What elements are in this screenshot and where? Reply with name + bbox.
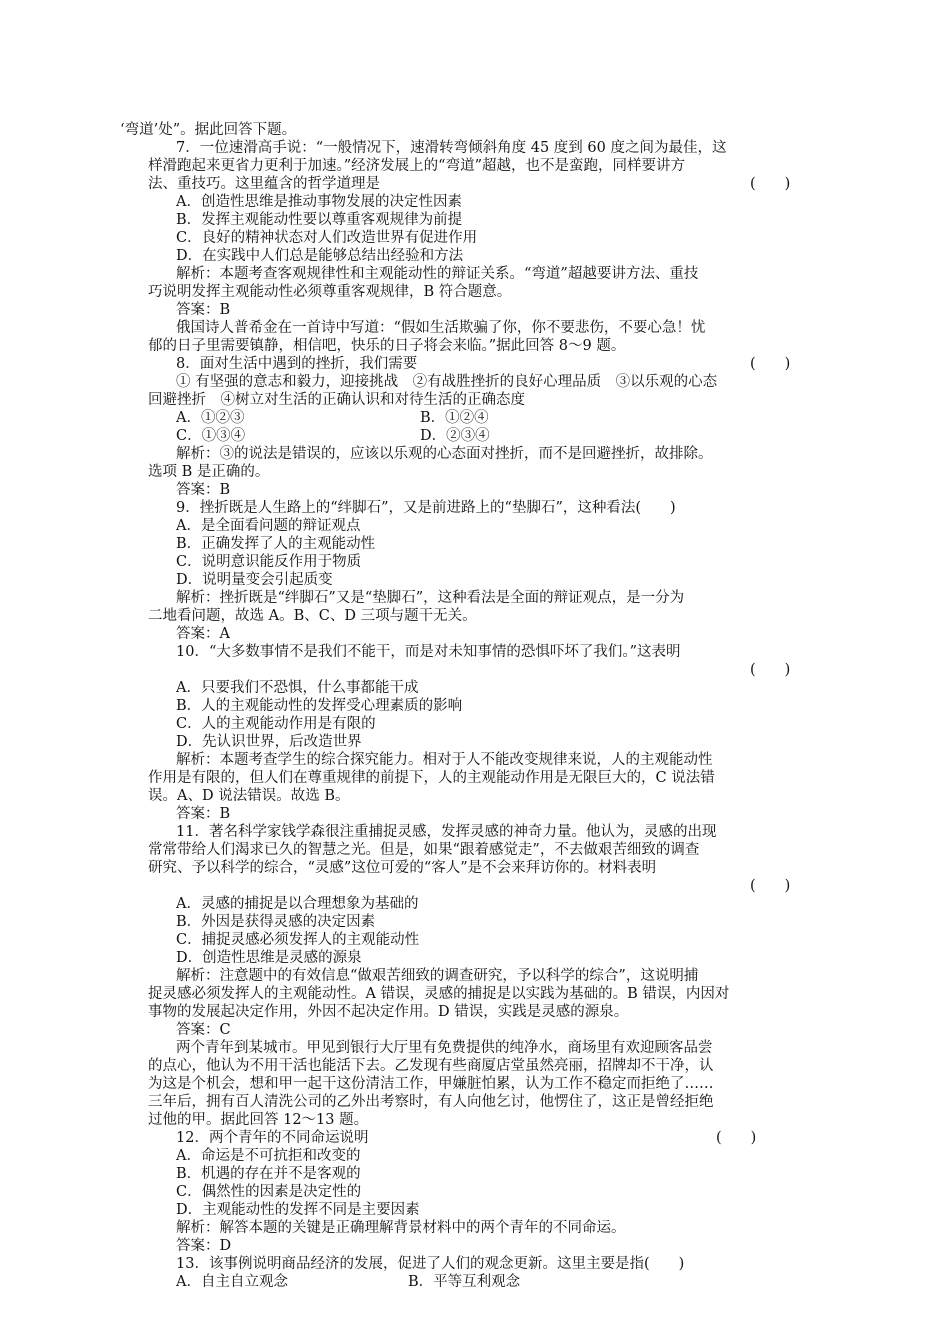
option-d: D．先认识世界，后改造世界: [176, 734, 362, 750]
text-line: 捉灵感必须发挥人的主观能动性。A 错误，灵感的捕捉是以实践为基础的。B 错误，内因对: [148, 986, 730, 1002]
option-d: D．说明量变会引起质变: [176, 572, 333, 588]
analysis: 解析：本题考查学生的综合探究能力。相对于人不能改变规律来说，人的主观能动性: [176, 752, 713, 768]
option-d: D．主观能动性的发挥不同是主要因素: [176, 1202, 420, 1218]
question-12-stem: 12．两个青年的不同命运说明: [176, 1130, 369, 1146]
option-a: A．灵感的捕捉是以合理想象为基础的: [176, 896, 419, 912]
question-8-stem: 8．面对生活中遇到的挫折，我们需要: [176, 356, 418, 372]
option-c: C．①③④: [176, 428, 246, 444]
question-13-stem: 13．该事例说明商品经济的发展，促进了人们的观念更新。这里主要是指( ): [176, 1256, 685, 1272]
analysis: 解析：本题考查客观规律性和主观能动性的辩证关系。“弯道”超越要讲方法、重技: [176, 266, 699, 282]
option-b: B．发挥主观能动性要以尊重客观规律为前提: [176, 212, 463, 228]
answer: 答案：B: [176, 482, 231, 498]
passage: 两个青年到某城市。甲见到银行大厅里有免费提供的纯净水，商场里有欢迎顾客品尝: [176, 1040, 713, 1056]
text-line: 回避挫折 ④树立对生活的正确认识和对待生活的正确态度: [148, 392, 525, 408]
answer: 答案：B: [176, 806, 231, 822]
option-d: D．②③④: [420, 428, 490, 444]
passage: 俄国诗人普希金在一首诗中写道：“假如生活欺骗了你，你不要悲伤，不要心急！忧: [176, 320, 706, 336]
text-line: 巧说明发挥主观能动性必须尊重客观规律，B 符合题意。: [148, 284, 512, 300]
text-line: 的点心，他认为不用干活也能活下去。乙发现有些商厦店堂虽然亮丽，招牌却不干净，认: [148, 1058, 714, 1074]
analysis: 解析：③的说法是错误的，应该以乐观的心态面对挫折，而不是回避挫折，故排除。: [176, 446, 713, 462]
analysis: 解析：解答本题的关键是正确理解背景材料中的两个青年的不同命运。: [176, 1220, 626, 1236]
text-line: 二地看问题，故选 A。B、C、D 三项与题干无关。: [148, 608, 477, 624]
option-d: D．在实践中人们总是能够总结出经验和方法: [176, 248, 464, 264]
option-a: A．只要我们不恐惧，什么事都能干成: [176, 680, 419, 696]
text-line: 事物的发展起决定作用，外因不起决定作用。D 错误，实践是灵感的源泉。: [148, 1004, 629, 1020]
text-line: 常常带给人们渴求已久的智慧之光。但是，如果“跟着感觉走”，不去做艰苦细致的调查: [148, 842, 700, 858]
text-line: 郁的日子里需要镇静，相信吧，快乐的日子将会来临。”据此回答 8～9 题。: [148, 338, 626, 354]
option-c: C．捕捉灵感必须发挥人的主观能动性: [176, 932, 420, 948]
option-a: A．创造性思维是推动事物发展的决定性因素: [176, 194, 462, 210]
text-line: 误。A、D 说法错误。故选 B。: [148, 788, 350, 804]
option-b: B．外因是获得灵感的决定因素: [176, 914, 376, 930]
option-c: C．偶然性的因素是决定性的: [176, 1184, 362, 1200]
option-b: B．正确发挥了人的主观能动性: [176, 536, 376, 552]
option-b: B．①②④: [420, 410, 489, 426]
option-b: B．平等互利观念: [408, 1274, 521, 1290]
question-9-stem: 9．挫折既是人生路上的“绊脚石”，又是前进路上的“垫脚石”，这种看法( ): [176, 500, 676, 516]
option-a: A．是全面看问题的辩证观点: [176, 518, 361, 534]
text-line: 三年后，拥有百人清洗公司的乙外出考察时，有人向他乞讨，他愣住了，这正是曾经拒绝: [148, 1094, 714, 1110]
text-line: 为这是个机会，想和甲一起干这份清洁工作，甲嫌脏怕累，认为工作不稳定而拒绝了……: [148, 1076, 714, 1092]
answer-blank: ( ): [750, 878, 791, 894]
question-7-stem: 7．一位速滑高手说：“一般情况下，速滑转弯倾斜角度 45 度到 60 度之间为最佳，这: [176, 140, 727, 156]
option-a: A．①②③: [176, 410, 245, 426]
answer-blank: ( ): [750, 662, 791, 678]
option-c: C．良好的精神状态对人们改造世界有促进作用: [176, 230, 478, 246]
question-10-stem: 10．“大多数事情不是我们不能干，而是对未知事情的恐惧吓坏了我们。”这表明: [176, 644, 681, 660]
answer-blank: ( ): [750, 356, 791, 372]
text-line: ‘弯道’处”。据此回答下题。: [120, 122, 297, 138]
answer-blank: ( ): [716, 1130, 757, 1146]
answer: 答案：A: [176, 626, 230, 642]
analysis: 解析：注意题中的有效信息“做艰苦细致的调查研究，予以科学的综合”，这说明捕: [176, 968, 699, 984]
analysis: 解析：挫折既是“绊脚石”又是“垫脚石”，这种看法是全面的辩证观点，是一分为: [176, 590, 685, 606]
option-c: C．说明意识能反作用于物质: [176, 554, 362, 570]
option-d: D．创造性思维是灵感的源泉: [176, 950, 362, 966]
statement-list: ① 有坚强的意志和毅力，迎接挑战 ②有战胜挫折的良好心理品质 ③以乐观的心态: [176, 374, 718, 390]
option-b: B．机遇的存在并不是客观的: [176, 1166, 361, 1182]
question-11-stem: 11．著名科学家钱学森很注重捕捉灵感，发挥灵感的神奇力量。他认为，灵感的出现: [176, 824, 717, 840]
text-line: 样滑跑起来更省力更利于加速。”经济发展上的“弯道”超越，也不是蛮跑，同样要讲方: [148, 158, 685, 174]
answer: 答案：D: [176, 1238, 232, 1254]
answer-blank: ( ): [750, 176, 791, 192]
text-line: 过他的甲。据此回答 12～13 题。: [148, 1112, 369, 1128]
option-a: A．命运是不可抗拒和改变的: [176, 1148, 361, 1164]
answer: 答案：B: [176, 302, 231, 318]
text-line: 研究、予以科学的综合，“灵感”这位可爱的“客人”是不会来拜访你的。材料表明: [148, 860, 657, 876]
text-line: 作用是有限的，但人们在尊重规律的前提下，人的主观能动作用是无限巨大的，C 说法错: [148, 770, 715, 786]
option-a: A．自主自立观念: [176, 1274, 288, 1290]
text-line: 选项 B 是正确的。: [148, 464, 270, 480]
option-b: B．人的主观能动性的发挥受心理素质的影响: [176, 698, 463, 714]
option-c: C．人的主观能动作用是有限的: [176, 716, 376, 732]
text-line: 法、重技巧。这里蕴含的哲学道理是: [148, 176, 380, 192]
answer: 答案：C: [176, 1022, 231, 1038]
